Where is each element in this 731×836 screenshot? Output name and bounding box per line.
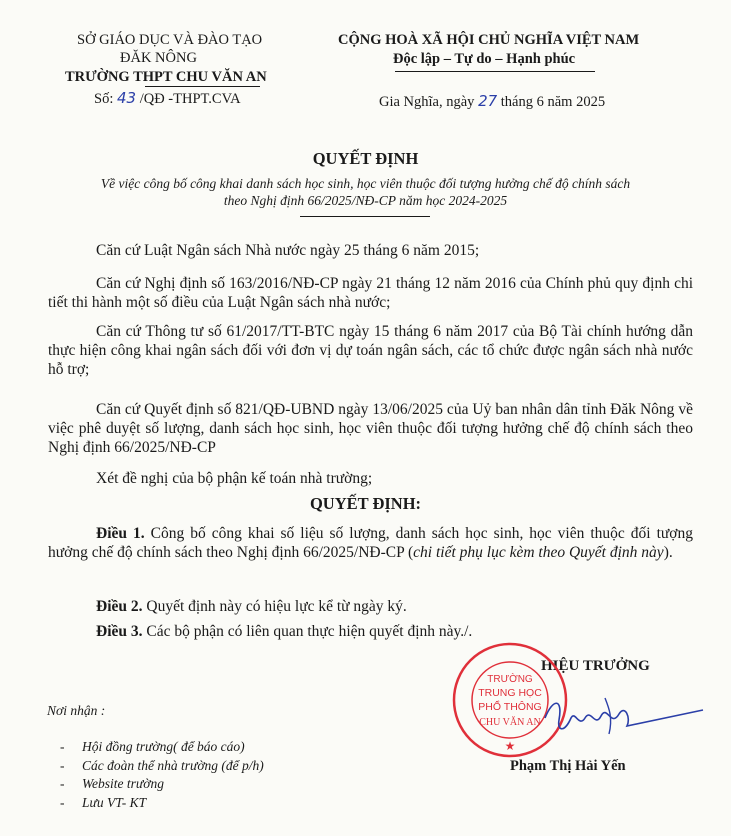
document-title: QUYẾT ĐỊNH <box>312 149 419 168</box>
recipient-item: - Hội đồng trường( để báo cáo) <box>60 738 264 757</box>
issuing-department: SỞ GIÁO DỤC VÀ ĐÀO TẠO <box>77 32 263 48</box>
subtitle-underline <box>300 216 430 217</box>
issue-date: Gia Nghĩa, ngày 27 tháng 6 năm 2025 <box>379 92 606 110</box>
school-underline <box>145 86 260 87</box>
decides-heading: QUYẾT ĐỊNH: <box>309 494 422 513</box>
nation-title: CỘNG HOÀ XÃ HỘI CHỦ NGHĨA VIỆT NAM <box>338 32 640 48</box>
basis-circular-61: Căn cứ Thông tư số 61/2017/TT-BTC ngày 15 tháng 6 năm 2017 của Bộ Tài chính hướng dẫn thực hiện công khai ngân sách đối với đơn vị dự toán ngân sách, các tổ chức được ngân sách nhà nước hỗ trợ; <box>48 323 693 378</box>
article-2: Điều 2. Quyết định này có hiệu lực kể từ ngày ký. <box>96 598 407 615</box>
signer-name: Phạm Thị Hải Yến <box>510 758 626 774</box>
seal-line-3: PHỔ THÔNG <box>478 701 542 713</box>
seal-line-1: TRƯỜNG <box>487 674 533 685</box>
document-number: Số: 43 /QĐ -THPT.CVA <box>94 89 241 107</box>
motto-underline <box>395 71 595 72</box>
recipients-list <box>60 738 264 812</box>
document-subtitle-line-1: Về việc công bố công khai danh sách học sinh, học viên thuộc đối tượng hưởng chế độ chính sách <box>100 176 631 191</box>
recipients-heading: Nơi nhận : <box>47 703 106 718</box>
seal-line-4: CHU VĂN AN <box>479 717 541 728</box>
handwritten-signature <box>535 688 715 748</box>
recipient-item: - Lưu VT- KT <box>60 794 264 813</box>
recipient-item: - Website trường <box>60 775 264 794</box>
seal-star-icon: ★ <box>504 739 516 753</box>
basis-decree-163: Căn cứ Nghị định số 163/2016/NĐ-CP ngày 21 tháng 12 năm 2016 của Chính phủ quy định chi tiết thi hành một số điều của Luật Ngân sách nhà nước; <box>48 275 693 311</box>
document-subtitle-line-2: theo Nghị định 66/2025/NĐ-CP năm học 2024-2025 <box>223 193 508 208</box>
seal-line-2: TRUNG HỌC <box>478 687 542 699</box>
article-1: Điều 1. Công bố công khai số liệu số lượng, danh sách học sinh, học viên thuộc đối tượng hưởng chế độ chính sách theo Nghị định 66/2025/NĐ-CP (chi tiết phụ lục kèm theo Quyết định này). <box>48 525 694 561</box>
issuing-school: TRƯỜNG THPT CHU VĂN AN <box>65 69 267 85</box>
recipient-item: - Các đoàn thể nhà trường (để p/h) <box>60 757 264 776</box>
basis-budget-law: Căn cứ Luật Ngân sách Nhà nước ngày 25 tháng 6 năm 2015; <box>96 242 480 259</box>
document-number-handwritten: 43 <box>116 89 137 107</box>
basis-decision-821: Căn cứ Quyết định số 821/QĐ-UBND ngày 13/06/2025 của Uỷ ban nhân dân tỉnh Đăk Nông về việc phê duyệt số lượng, danh sách học sinh, học viên thuộc đối tượng hưởng chế độ chính sách theo Nghị định 66/2025/NĐ-CP <box>48 401 693 456</box>
issue-day-handwritten: 27 <box>478 92 498 110</box>
issuing-province: ĐĂK NÔNG <box>120 50 197 66</box>
proposal-line: Xét đề nghị của bộ phận kế toán nhà trường; <box>96 470 373 487</box>
article-3: Điều 3. Các bộ phận có liên quan thực hiện quyết định này./. <box>96 623 473 640</box>
signer-title: HIỆU TRƯỞNG <box>541 658 650 674</box>
national-motto: Độc lập – Tự do – Hạnh phúc <box>393 51 576 67</box>
